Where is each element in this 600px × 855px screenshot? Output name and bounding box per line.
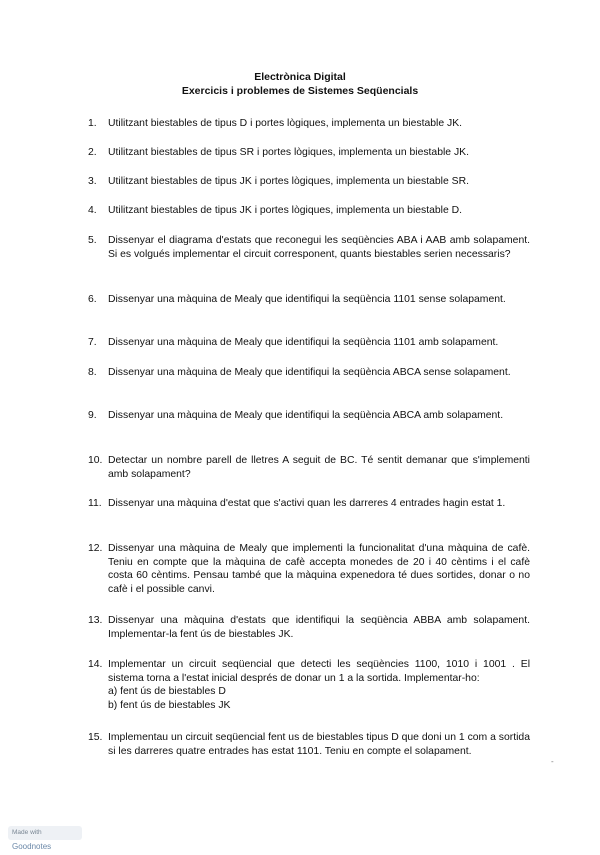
exercise-number: 6. <box>88 294 97 305</box>
exercise-text: Dissenyar una màquina de Mealy que identifiqui la seqüència 1101 sense solapament. <box>108 294 506 305</box>
exercise-text: Dissenyar una màquina de Mealy que identifiqui la seqüència 1101 amb solapament. <box>108 337 499 348</box>
exercise-item <box>88 146 530 160</box>
exercise-number: 14. <box>88 659 103 670</box>
exercise-number: 13. <box>88 615 103 626</box>
exercise-text: Utilitzant biestables de tipus JK i portes lògiques, implementa un biestable D. <box>108 205 463 216</box>
exercise-item <box>88 336 530 350</box>
made-with-goodnotes-badge <box>8 826 82 851</box>
exercise-text: Dissenyar una màquina d'estat que s'activi quan les darreres 4 entrades hagin estat 1. <box>108 498 506 509</box>
badge-brand: Goodnotes <box>12 842 52 851</box>
exercise-item <box>88 614 530 641</box>
exercise-item <box>88 293 530 307</box>
document-header <box>0 70 600 98</box>
exercise-text: Utilitzant biestables de tipus SR i portes lògiques, implementa un biestable JK. <box>108 147 469 158</box>
exercise-text: Detectar un nombre parell de lletres A seguit de BC. Té sentit demanar que s'implementi amb solapament? <box>108 455 530 480</box>
exercise-number: 2. <box>88 147 97 158</box>
exercise-text: Utilitzant biestables de tipus JK i portes lògiques, implementa un biestable SR. <box>108 176 469 187</box>
exercise-text: Implementar un circuit seqüencial que detecti les seqüències 1100, 1010 i 1001 . El sistema torna a l'estat inicial després de donar un 1 a la sortida. Implementar-ho: a) fent ús de biestables D b) fent ús de biestables JK <box>108 659 530 711</box>
badge-prefix: Made with <box>12 829 42 836</box>
exercise-item <box>88 117 530 131</box>
exercise-number: 8. <box>88 367 97 378</box>
exercise-text: Dissenyar una màquina de Mealy que implementi la funcionalitat d'una màquina de cafè. Teniu en compte que la màquina de cafè accepta monedes de 20 i 40 cèntims i el cafè costa 60 cèntims. Pensau també que la màquina expenedora té dues sortides, donar o no cafè i el possible canvi. <box>108 543 530 595</box>
exercise-item <box>88 658 530 712</box>
exercise-number: 11. <box>88 498 102 509</box>
exercise-item <box>88 366 530 380</box>
exercise-item <box>88 542 530 596</box>
exercise-item <box>88 497 530 511</box>
document-subtitle: Exercicis i problemes de Sistemes Seqüencials <box>181 85 419 97</box>
exercise-text: Implementau un circuit seqüencial fent us de biestables tipus D que doni un 1 com a sortida si les darreres quatre entrades has estat 1101. Teniu en compte el solapament. <box>108 732 530 757</box>
exercise-number: 4. <box>88 205 97 216</box>
stray-mark: - <box>551 757 554 766</box>
exercise-text: Dissenyar una màquina de Mealy que identifiqui la seqüència ABCA amb solapament. <box>108 410 504 421</box>
exercise-item <box>88 175 530 189</box>
exercise-number: 7. <box>88 337 97 348</box>
exercise-number: 5. <box>88 235 97 246</box>
exercise-text: Dissenyar el diagrama d'estats que reconegui les seqüències ABA i AAB amb solapament. Si es volgués implementar el circuit corresponent, quants biestables serien necessaris? <box>108 235 530 260</box>
exercise-number: 10. <box>88 455 103 466</box>
exercise-number: 9. <box>88 410 97 421</box>
document-title: Electrònica Digital <box>254 71 346 83</box>
exercise-item <box>88 204 530 218</box>
exercise-item <box>88 731 530 758</box>
exercise-text: Dissenyar una màquina d'estats que identifiqui la seqüència ABBA amb solapament. Implementar-la fent ús de biestables JK. <box>108 615 530 640</box>
exercise-number: 3. <box>88 176 97 187</box>
exercise-number: 15. <box>88 732 103 743</box>
exercise-item <box>88 454 530 481</box>
exercise-number: 12. <box>88 543 103 554</box>
exercise-item <box>88 409 530 423</box>
exercise-number: 1. <box>88 118 97 129</box>
exercise-text: Dissenyar una màquina de Mealy que identifiqui la seqüència ABCA sense solapament. <box>108 367 511 378</box>
exercise-text: Utilitzant biestables de tipus D i portes lògiques, implementa un biestable JK. <box>108 118 463 129</box>
exercise-item <box>88 234 530 261</box>
